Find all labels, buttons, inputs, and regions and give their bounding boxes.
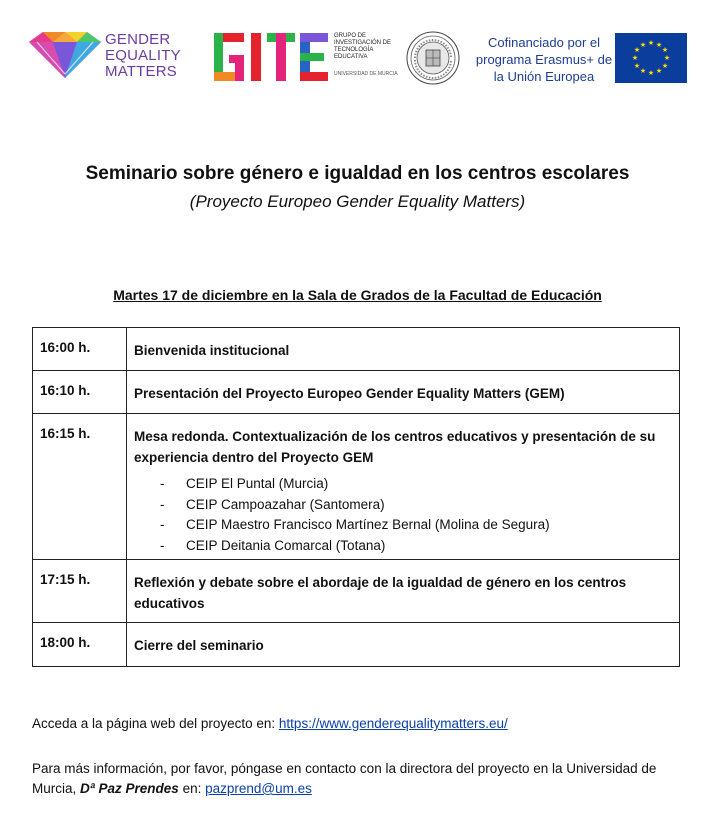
svg-text:★: ★: [647, 39, 655, 47]
program-description: Presentación del Proyecto Europeo Gender Equality Matters (GEM): [127, 371, 680, 414]
page-title: Seminario sobre género e igualdad en los centros escolares: [85, 163, 630, 184]
gite-letters-graphic: [214, 33, 329, 81]
eu-cofunding-text: Cofinanciado por el programa Erasmus+ de la Unión Europea: [475, 35, 613, 84]
contact-prefix: Para más información, por favor, póngase en contacto con la directora del proyecto en la Universidad de Murcia,: [32, 761, 657, 796]
svg-text:★: ★: [663, 54, 671, 62]
director-name: Dª Paz Prendes: [80, 781, 179, 796]
svg-text:★: ★: [655, 41, 663, 49]
eu-flag-icon: [615, 33, 687, 83]
gem-logo-line: EQUALITY: [105, 47, 181, 64]
diamond-icon: [29, 30, 101, 80]
program-description: Mesa redonda. Contextualización de los centros educativos y presentación de su experiencia dentro del Proyecto GEM: [134, 429, 656, 465]
school-name: CEIP Campoazahar (Santomera): [186, 496, 385, 512]
list-item: [134, 495, 671, 516]
website-link[interactable]: https://www.genderequalitymatters.eu/: [278, 716, 508, 731]
university-seal-icon: [406, 31, 460, 85]
gem-logo-line: MATTERS: [105, 63, 177, 80]
table-row: [33, 623, 680, 667]
svg-text:★: ★: [647, 69, 655, 77]
program-time: 18:00 h.: [33, 623, 127, 667]
school-list: [134, 474, 671, 556]
school-name: CEIP Deitania Comarcal (Totana): [186, 537, 386, 553]
svg-text:★: ★: [661, 46, 669, 54]
table-row: [33, 371, 680, 414]
svg-text:★: ★: [655, 67, 663, 75]
gem-logo-text: [105, 32, 181, 80]
program-description: Reflexión y debate sobre el abordaje de la igualdad de género en los centros educativos: [127, 560, 680, 623]
table-row: [33, 328, 680, 371]
program-description: Cierre del seminario: [127, 623, 680, 667]
list-item: [134, 536, 671, 557]
school-name: CEIP El Puntal (Murcia): [186, 476, 329, 491]
program-time: 16:00 h.: [33, 328, 127, 371]
program-time: 17:15 h.: [33, 560, 127, 623]
contact-paragraph: [32, 759, 692, 799]
header-logos: [0, 0, 715, 110]
table-row: [33, 414, 680, 560]
svg-text:★: ★: [661, 62, 669, 70]
contact-mid: en:: [178, 781, 206, 796]
svg-text:★: ★: [633, 46, 641, 54]
website-prefix: Acceda a la página web del proyecto en:: [32, 716, 279, 731]
gite-logo: [214, 33, 399, 83]
table-row: [33, 560, 680, 623]
svg-text:★: ★: [639, 41, 647, 49]
program-table: [32, 327, 680, 667]
website-line: [32, 716, 508, 731]
list-item: [134, 515, 671, 536]
program-description: Bienvenida institucional: [127, 328, 680, 371]
gem-logo-line: GENDER: [105, 31, 171, 48]
program-time: 16:15 h.: [33, 414, 127, 560]
gem-logo: [29, 30, 199, 86]
list-dash: -: [160, 496, 165, 512]
gite-university: UNIVERSIDAD DE MURCIA: [334, 71, 398, 77]
eu-cofunding-logo: [474, 33, 686, 85]
school-name: CEIP Maestro Francisco Martínez Bernal (Molina de Segura): [186, 517, 550, 532]
email-link[interactable]: pazprend@um.es: [205, 781, 312, 796]
list-dash: -: [160, 476, 165, 491]
gite-caption-text: GRUPO DE INVESTIGACIÓN DE TECNOLOGÍA EDUCATIVA: [334, 33, 392, 60]
svg-text:★: ★: [631, 54, 639, 62]
program-time: 16:10 h.: [33, 371, 127, 414]
svg-text:★: ★: [639, 67, 647, 75]
event-date-location: Martes 17 de diciembre en la Sala de Grados de la Facultad de Educación: [113, 287, 602, 303]
program-description-cell: [127, 414, 680, 560]
svg-text:★: ★: [633, 62, 641, 70]
list-dash: -: [160, 517, 165, 532]
list-dash: -: [160, 537, 165, 553]
list-item: [134, 474, 671, 495]
page-subtitle: (Proyecto Europeo Gender Equality Matters): [189, 192, 526, 211]
gite-caption: [334, 33, 404, 78]
